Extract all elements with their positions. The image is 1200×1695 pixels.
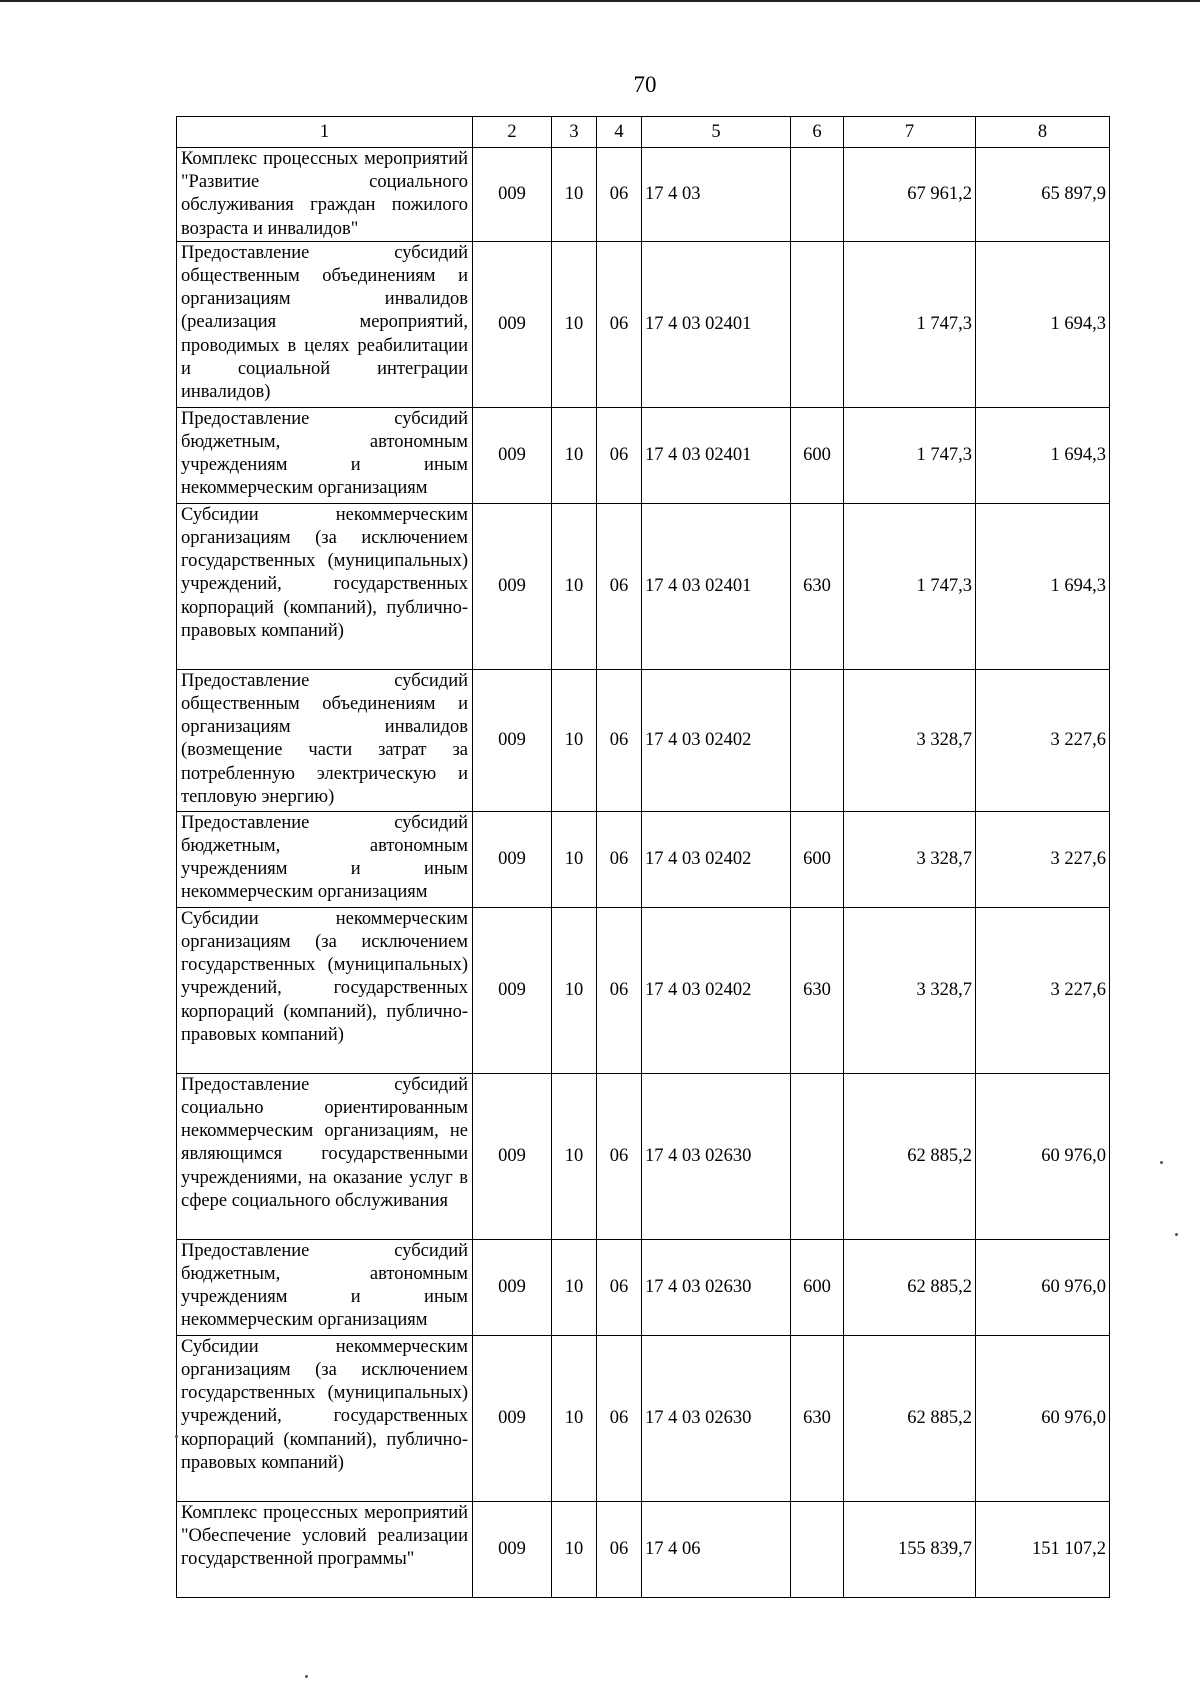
- budget-table: [176, 116, 1110, 1598]
- cell-section: 10: [552, 669, 597, 811]
- scan-speck: [1175, 1233, 1178, 1236]
- cell-amount-col7: 62 885,2: [844, 1073, 976, 1239]
- cell-amount-col7: 3 328,7: [844, 907, 976, 1073]
- page-number: 70: [633, 72, 657, 97]
- cell-section: 10: [552, 1501, 597, 1597]
- cell-amount-col8: 65 897,9: [976, 148, 1110, 242]
- row-description: Предоставление субсидий социально ориентированным некоммерческим организациям, не являющимся государственными учреждениями, на оказание услуг в сфере социального обслуживания: [177, 1073, 473, 1239]
- cell-subsection: 06: [597, 1073, 642, 1239]
- row-description: Предоставление субсидий общественным объединениям и организациям инвалидов (возмещение части затрат за потребленную электрическую и тепловую энергию): [177, 669, 473, 811]
- cell-subsection: 06: [597, 407, 642, 503]
- table-row: [177, 1073, 1110, 1239]
- cell-admin-code: 009: [473, 1335, 552, 1501]
- cell-amount-col8: 3 227,6: [976, 811, 1110, 907]
- cell-amount-col7: 67 961,2: [844, 148, 976, 242]
- cell-expense-type: [791, 241, 844, 407]
- cell-amount-col7: 1 747,3: [844, 407, 976, 503]
- cell-amount-col8: 151 107,2: [976, 1501, 1110, 1597]
- col-header: 7: [844, 117, 976, 148]
- row-description: Предоставление субсидий общественным объединениям и организациям инвалидов (реализация мероприятий, проводимых в целях реабилитации и социальной интеграции инвалидов): [177, 241, 473, 407]
- cell-admin-code: 009: [473, 669, 552, 811]
- table-row: [177, 1501, 1110, 1597]
- cell-subsection: 06: [597, 669, 642, 811]
- table-row: [177, 1335, 1110, 1501]
- cell-target-article: 17 4 03 02402: [642, 669, 791, 811]
- cell-amount-col7: 1 747,3: [844, 503, 976, 669]
- cell-expense-type: 630: [791, 907, 844, 1073]
- cell-subsection: 06: [597, 811, 642, 907]
- table-row: [177, 241, 1110, 407]
- cell-target-article: 17 4 03 02630: [642, 1335, 791, 1501]
- cell-section: 10: [552, 407, 597, 503]
- cell-subsection: 06: [597, 241, 642, 407]
- cell-section: 10: [552, 148, 597, 242]
- table-row: [177, 907, 1110, 1073]
- cell-amount-col8: 3 227,6: [976, 907, 1110, 1073]
- cell-subsection: 06: [597, 1239, 642, 1335]
- cell-amount-col8: 60 976,0: [976, 1335, 1110, 1501]
- cell-subsection: 06: [597, 148, 642, 242]
- cell-admin-code: 009: [473, 241, 552, 407]
- cell-amount-col8: 3 227,6: [976, 669, 1110, 811]
- cell-amount-col8: 60 976,0: [976, 1239, 1110, 1335]
- row-description: Субсидии некоммерческим организациям (за исключением государственных (муниципальных) учреждений, государственных корпораций (компаний), публично-правовых компаний): [177, 503, 473, 669]
- header-row: [177, 117, 1110, 148]
- cell-admin-code: 009: [473, 148, 552, 242]
- cell-admin-code: 009: [473, 811, 552, 907]
- table-row: [177, 148, 1110, 242]
- col-header: 5: [642, 117, 791, 148]
- cell-amount-col7: 1 747,3: [844, 241, 976, 407]
- table-row: [177, 811, 1110, 907]
- cell-target-article: 17 4 03 02402: [642, 811, 791, 907]
- col-header: 6: [791, 117, 844, 148]
- cell-admin-code: 009: [473, 907, 552, 1073]
- cell-expense-type: [791, 669, 844, 811]
- cell-target-article: 17 4 03 02401: [642, 407, 791, 503]
- cell-target-article: 17 4 03 02630: [642, 1239, 791, 1335]
- table-row: [177, 669, 1110, 811]
- scan-speck: [305, 1675, 308, 1678]
- cell-section: 10: [552, 503, 597, 669]
- cell-section: 10: [552, 1073, 597, 1239]
- col-header: 3: [552, 117, 597, 148]
- cell-subsection: 06: [597, 907, 642, 1073]
- cell-subsection: 06: [597, 503, 642, 669]
- table-row: [177, 503, 1110, 669]
- cell-section: 10: [552, 1335, 597, 1501]
- cell-expense-type: 600: [791, 407, 844, 503]
- cell-admin-code: 009: [473, 1239, 552, 1335]
- row-description: Комплекс процессных мероприятий "Обеспечение условий реализации государственной программы": [177, 1501, 473, 1597]
- cell-target-article: 17 4 06: [642, 1501, 791, 1597]
- table-row: [177, 1239, 1110, 1335]
- cell-section: 10: [552, 241, 597, 407]
- cell-target-article: 17 4 03 02402: [642, 907, 791, 1073]
- cell-section: 10: [552, 907, 597, 1073]
- cell-admin-code: 009: [473, 407, 552, 503]
- col-header: 4: [597, 117, 642, 148]
- cell-amount-col8: 1 694,3: [976, 241, 1110, 407]
- cell-expense-type: [791, 1501, 844, 1597]
- row-description: Комплекс процессных мероприятий "Развитие социального обслуживания граждан пожилого возраста и инвалидов": [177, 148, 473, 242]
- top-edge-line: [0, 0, 1200, 2]
- col-header: 8: [976, 117, 1110, 148]
- cell-amount-col7: 155 839,7: [844, 1501, 976, 1597]
- table-row: [177, 407, 1110, 503]
- cell-section: 10: [552, 1239, 597, 1335]
- cell-amount-col8: 1 694,3: [976, 407, 1110, 503]
- cell-subsection: 06: [597, 1335, 642, 1501]
- cell-admin-code: 009: [473, 1073, 552, 1239]
- cell-amount-col7: 62 885,2: [844, 1335, 976, 1501]
- cell-expense-type: 630: [791, 1335, 844, 1501]
- cell-expense-type: [791, 1073, 844, 1239]
- cell-target-article: 17 4 03 02630: [642, 1073, 791, 1239]
- col-header: 1: [177, 117, 473, 148]
- row-description: Предоставление субсидий бюджетным, автономным учреждениям и иным некоммерческим организациям: [177, 811, 473, 907]
- cell-target-article: 17 4 03 02401: [642, 241, 791, 407]
- row-description: Субсидии некоммерческим организациям (за исключением государственных (муниципальных) учреждений, государственных корпораций (компаний), публично-правовых компаний): [177, 907, 473, 1073]
- cell-amount-col7: 3 328,7: [844, 669, 976, 811]
- scan-speck: [175, 1435, 178, 1438]
- row-description: Предоставление субсидий бюджетным, автономным учреждениям и иным некоммерческим организациям: [177, 1239, 473, 1335]
- cell-section: 10: [552, 811, 597, 907]
- col-header: 2: [473, 117, 552, 148]
- cell-amount-col8: 1 694,3: [976, 503, 1110, 669]
- cell-target-article: 17 4 03: [642, 148, 791, 242]
- cell-amount-col7: 3 328,7: [844, 811, 976, 907]
- cell-admin-code: 009: [473, 1501, 552, 1597]
- cell-amount-col7: 62 885,2: [844, 1239, 976, 1335]
- cell-expense-type: [791, 148, 844, 242]
- cell-subsection: 06: [597, 1501, 642, 1597]
- cell-expense-type: 600: [791, 1239, 844, 1335]
- cell-amount-col8: 60 976,0: [976, 1073, 1110, 1239]
- cell-admin-code: 009: [473, 503, 552, 669]
- cell-target-article: 17 4 03 02401: [642, 503, 791, 669]
- scan-speck: [1160, 1161, 1163, 1164]
- cell-expense-type: 600: [791, 811, 844, 907]
- row-description: Субсидии некоммерческим организациям (за исключением государственных (муниципальных) учреждений, государственных корпораций (компаний), публично-правовых компаний): [177, 1335, 473, 1501]
- row-description: Предоставление субсидий бюджетным, автономным учреждениям и иным некоммерческим организациям: [177, 407, 473, 503]
- cell-expense-type: 630: [791, 503, 844, 669]
